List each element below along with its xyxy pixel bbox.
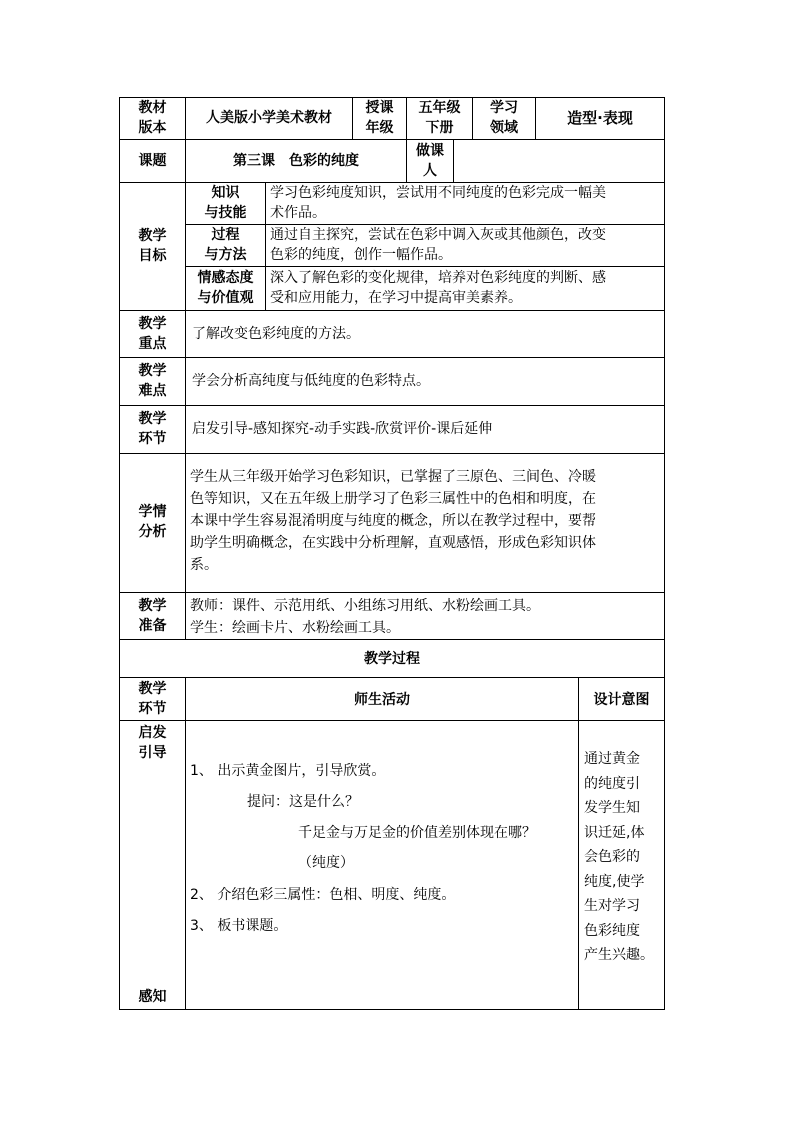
field-label: 学习 领域: [490, 100, 518, 136]
activity-4: （纯度）: [298, 855, 354, 871]
stages-text: 启发引导-感知探究-动手实践-欣赏评价-课后延伸: [192, 421, 493, 437]
topic-value: 第三课 色彩的纯度: [233, 153, 359, 169]
key-point-label: 教学 重点: [138, 316, 167, 352]
process-stage-1: 启发 引导: [138, 725, 167, 761]
preparation-student: 学生：绘画卡片、水粉绘画工具。: [190, 620, 400, 636]
version-value: 人美版小学美术教材: [206, 110, 332, 126]
field-value: 造型·表现: [567, 109, 633, 127]
goal-2-text: 通过自主探究，尝试在色彩中调入灰或其他颜色，改变 色彩的纯度，创作一幅作品。: [270, 227, 606, 263]
difficulty-text: 学会分析高纯度与低纯度的色彩特点。: [192, 373, 430, 389]
goal-1-label: 知识 与技能: [204, 185, 247, 221]
activity-1: 1、 出示黄金图片，引导欣赏。: [190, 763, 386, 779]
author-label: 做课 人: [416, 143, 444, 179]
goals-label: 教学 目标: [138, 228, 167, 264]
stages-label: 教学 环节: [138, 411, 167, 447]
activity-6: 3、 板书课题。: [190, 918, 288, 934]
activity-5: 2、 介绍色彩三属性：色相、明度、纯度。: [190, 887, 456, 903]
preparation-teacher: 教师：课件、示范用纸、小组练习用纸、水粉绘画工具。: [190, 598, 540, 614]
process-intent-text: 通过黄金 的纯度引 发学生知 识迁延,体 会色彩的 纯度,使学 生对学习 色彩纯度 产生兴趣。: [584, 751, 654, 963]
goal-2-label: 过程 与方法: [204, 227, 247, 263]
process-intent-header: 设计意图: [593, 692, 650, 708]
process-stage-cell: [119, 720, 186, 1010]
process-activity-header: 师生活动: [354, 692, 410, 708]
goal-3-label: 情感态度 与价值观: [197, 270, 254, 306]
activity-2: 提问：这是什么？: [247, 794, 359, 810]
process-stage-2: 感知: [138, 989, 167, 1005]
topic-label: 课题: [138, 153, 167, 169]
preparation-label: 教学 准备: [138, 598, 167, 634]
key-point-text: 了解改变色彩纯度的方法。: [192, 326, 360, 342]
version-label: 教材 版本: [138, 100, 167, 136]
activity-3: 千足金与万足金的价值差别体现在哪？: [298, 825, 536, 841]
goal-3-text: 深入了解色彩的变化规律，培养对色彩纯度的判断、感 受和应用能力，在学习中提高审美素养。: [270, 270, 606, 306]
process-stage-header: 教学 环节: [138, 681, 167, 717]
analysis-text: 学生从三年级开始学习色彩知识，已掌握了三原色、三间色、冷暖 色等知识，又在五年级上册学习了色彩三属性中的色相和明度，在 本课中学生容易混淆明度与纯度的概念，所以在教学过程中，要帮 助学生明确概念，在实践中分析理解，直观感悟，形成色彩知识体 系。: [190, 469, 596, 573]
grade-label: 授课 年级: [365, 100, 394, 136]
author-value-cell: [453, 139, 665, 183]
analysis-label: 学情 分析: [138, 504, 167, 540]
grade-value: 五年级 下册: [418, 100, 461, 136]
goal-1-text: 学习色彩纯度知识，尝试用不同纯度的色彩完成一幅美 术作品。: [270, 185, 606, 221]
process-title: 教学过程: [364, 651, 420, 667]
difficulty-label: 教学 难点: [138, 363, 167, 399]
